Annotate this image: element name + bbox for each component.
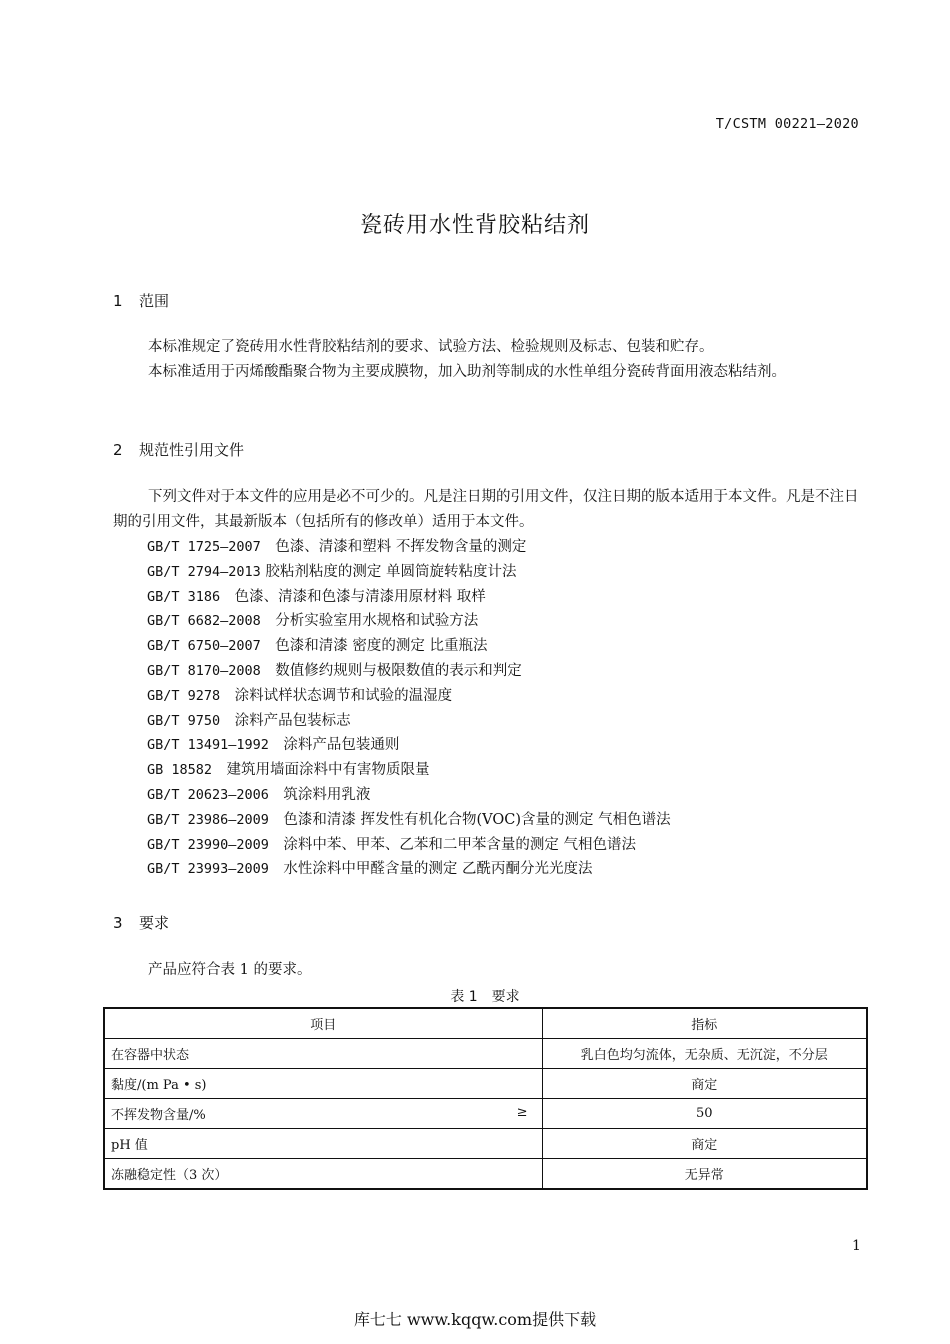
reference-title: 水性涂料中甲醛含量的测定 乙酰丙酮分光光度法 bbox=[283, 861, 593, 878]
section-number: 3 bbox=[113, 914, 123, 932]
reference-item bbox=[147, 585, 671, 610]
item-label: pH 值 bbox=[111, 1138, 148, 1153]
reference-code: GB/T 23986—2009 bbox=[147, 811, 269, 828]
table-row bbox=[104, 1099, 867, 1129]
reference-title: 色漆、清漆和色漆与清漆用原材料 取样 bbox=[234, 588, 486, 605]
reference-title: 色漆、清漆和塑料 不挥发物含量的测定 bbox=[275, 539, 527, 555]
reference-title: 色漆和清漆 挥发性有机化合物(VOC)含量的测定 气相色谱法 bbox=[283, 811, 671, 828]
reference-title: 胶粘剂粘度的测定 单圆筒旋转粘度计法 bbox=[265, 563, 517, 580]
cell-value: 50 bbox=[542, 1099, 867, 1129]
references-intro-text: 下列文件对于本文件的应用是必不可少的。凡是注日期的引用文件，仅注日期的版本适用于本文件。凡是不注日期的引用文件，其最新版本（包括所有的修改单）适用于本文件。 bbox=[113, 489, 859, 530]
section-number: 1 bbox=[113, 292, 123, 310]
scope-paragraph: 本标准适用于丙烯酸酯聚合物为主要成膜物，加入助剂等制成的水性单组分瓷砖背面用液态粘结剂。 bbox=[148, 363, 786, 380]
reference-code: GB/T 8170—2008 bbox=[147, 662, 261, 679]
comparison-symbol: ≥ bbox=[516, 1105, 528, 1120]
column-header-item: 项目 bbox=[104, 1008, 542, 1039]
reference-item bbox=[147, 758, 671, 783]
item-label: 在容器中状态 bbox=[111, 1048, 190, 1063]
reference-code: GB/T 1725—2007 bbox=[147, 539, 261, 555]
section-heading-scope bbox=[113, 290, 169, 311]
scope-body bbox=[113, 335, 859, 384]
item-label: 不挥发物含量/% bbox=[111, 1108, 206, 1123]
requirements-table bbox=[103, 1007, 868, 1190]
cell-value: 无异常 bbox=[542, 1159, 867, 1190]
document-title: 瓷砖用水性背胶粘结剂 bbox=[359, 213, 590, 238]
reference-code: GB/T 23990—2009 bbox=[147, 836, 269, 853]
reference-code: GB/T 6682—2008 bbox=[147, 613, 261, 630]
table-row bbox=[104, 1159, 867, 1190]
cell-item bbox=[104, 1099, 542, 1129]
item-label: 黏度/(m Pa • s) bbox=[111, 1078, 207, 1093]
reference-title: 分析实验室用水规格和试验方法 bbox=[275, 613, 479, 630]
reference-title: 涂料产品包装通则 bbox=[283, 737, 400, 754]
cell-item bbox=[104, 1039, 542, 1069]
section-title: 范围 bbox=[139, 292, 170, 310]
reference-code: GB/T 23993—2009 bbox=[147, 861, 269, 878]
reference-code: GB/T 9278 bbox=[147, 687, 221, 704]
cell-value: 乳白色均匀流体，无杂质、无沉淀，不分层 bbox=[542, 1039, 867, 1069]
reference-item bbox=[147, 634, 671, 659]
table-caption: 表 1 要求 bbox=[450, 989, 520, 1005]
cell-item bbox=[104, 1159, 542, 1190]
reference-code: GB 18582 bbox=[147, 762, 213, 779]
table-header-row bbox=[104, 1008, 867, 1039]
reference-title: 涂料试样状态调节和试验的温湿度 bbox=[234, 687, 453, 704]
section-number: 2 bbox=[113, 441, 123, 459]
reference-code: GB/T 13491—1992 bbox=[147, 737, 269, 754]
reference-item bbox=[147, 535, 671, 560]
requirements-intro-text: 产品应符合表 1 的要求。 bbox=[148, 962, 312, 978]
reference-code: GB/T 3186 bbox=[147, 588, 221, 605]
reference-item bbox=[147, 709, 671, 734]
cell-item bbox=[104, 1129, 542, 1159]
table-row bbox=[104, 1039, 867, 1069]
reference-item bbox=[147, 609, 671, 634]
section-title: 规范性引用文件 bbox=[139, 441, 245, 459]
reference-item bbox=[147, 808, 671, 833]
reference-title: 数值修约规则与极限数值的表示和判定 bbox=[275, 662, 522, 679]
download-footer: 库七七 www.kqqw.com提供下载 bbox=[353, 1310, 597, 1329]
reference-item bbox=[147, 833, 671, 858]
cell-value: 商定 bbox=[542, 1069, 867, 1099]
references-intro bbox=[113, 485, 859, 534]
reference-title: 涂料产品包装标志 bbox=[234, 712, 351, 729]
column-header-value: 指标 bbox=[542, 1008, 867, 1039]
item-label: 冻融稳定性（3 次） bbox=[111, 1168, 228, 1183]
reference-item bbox=[147, 659, 671, 684]
requirements-intro bbox=[113, 958, 859, 983]
reference-item bbox=[147, 560, 671, 585]
table-row bbox=[104, 1069, 867, 1099]
document-code: T/CSTM 00221—2020 bbox=[715, 116, 859, 132]
reference-code: GB/T 6750—2007 bbox=[147, 638, 261, 655]
reference-item bbox=[147, 733, 671, 758]
reference-item bbox=[147, 857, 671, 882]
section-title: 要求 bbox=[139, 914, 170, 932]
cell-value: 商定 bbox=[542, 1129, 867, 1159]
table-row bbox=[104, 1129, 867, 1159]
reference-title: 筑涂料用乳液 bbox=[283, 786, 371, 803]
section-heading-references bbox=[113, 439, 244, 460]
reference-code: GB/T 2794—2013 bbox=[147, 563, 261, 580]
reference-code: GB/T 9750 bbox=[147, 712, 221, 729]
reference-title: 涂料中苯、甲苯、乙苯和二甲苯含量的测定 气相色谱法 bbox=[283, 836, 637, 853]
scope-paragraph: 本标准规定了瓷砖用水性背胶粘结剂的要求、试验方法、检验规则及标志、包装和贮存。 bbox=[148, 339, 714, 355]
reference-code: GB/T 20623—2006 bbox=[147, 786, 269, 803]
reference-title: 色漆和清漆 密度的测定 比重瓶法 bbox=[275, 638, 488, 655]
reference-title: 建筑用墙面涂料中有害物质限量 bbox=[226, 762, 430, 779]
reference-list bbox=[147, 535, 671, 882]
reference-item bbox=[147, 684, 671, 709]
reference-item bbox=[147, 783, 671, 808]
section-heading-requirements bbox=[113, 912, 169, 933]
page-number: 1 bbox=[852, 1238, 861, 1254]
cell-item bbox=[104, 1069, 542, 1099]
